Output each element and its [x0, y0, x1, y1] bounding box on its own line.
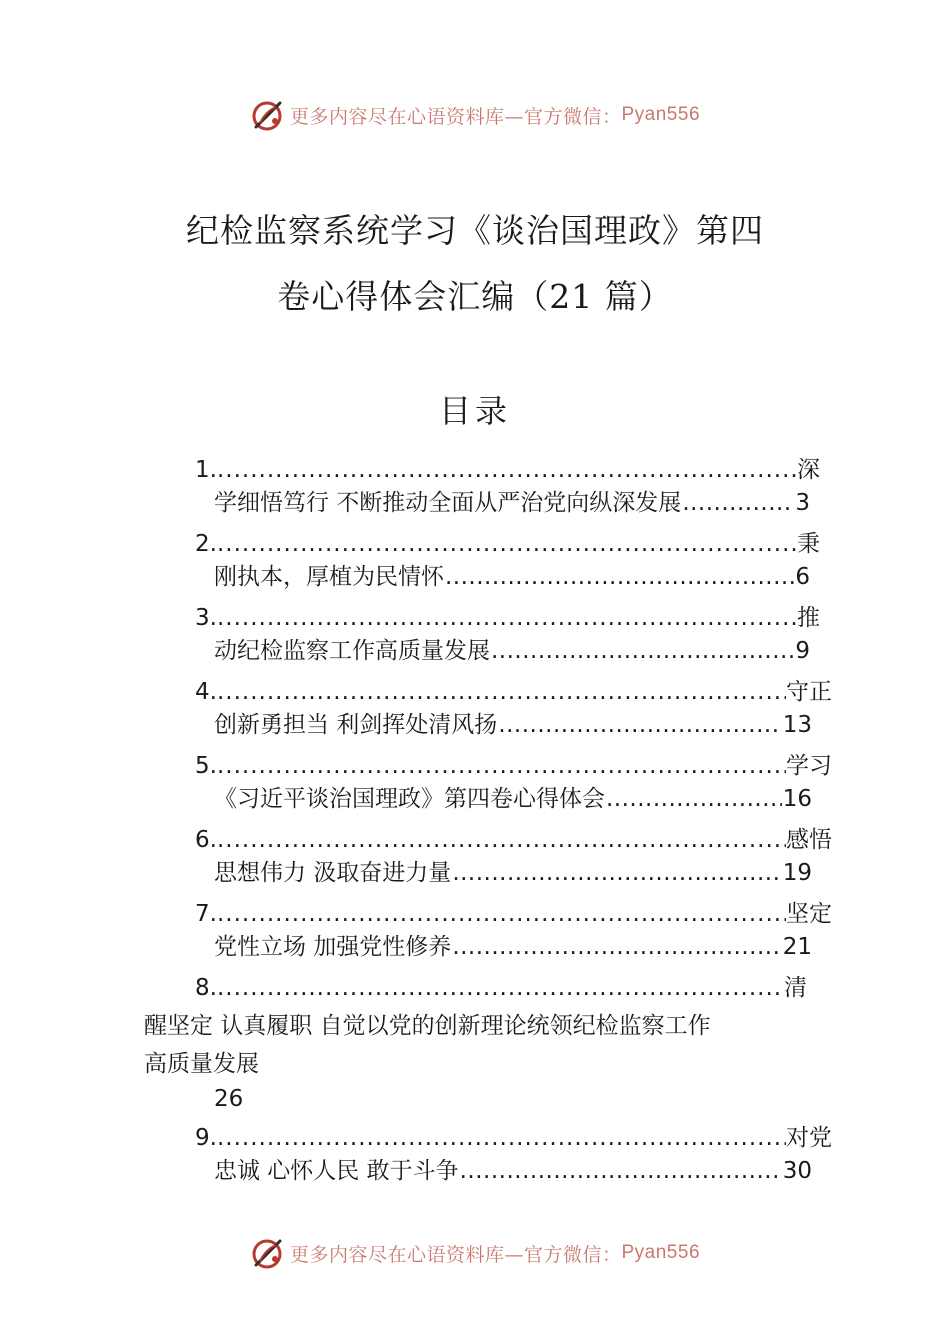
toc-leader-dots	[445, 562, 794, 592]
toc-item-2-line1	[195, 529, 820, 559]
toc-item-8-line3: 高质量发展	[144, 1051, 259, 1077]
toc-leader-dots	[217, 751, 786, 781]
toc-item-text: 党性立场 加强党性修养	[214, 934, 452, 960]
toc-item-3-line2	[214, 636, 810, 666]
toc-leader-dots	[682, 488, 794, 518]
toc-item-text: 刚执本，厚植为民情怀	[214, 564, 444, 590]
toc-item-text: 创新勇担当 利剑挥处清风扬	[214, 712, 498, 738]
toc-item-lead: 对党	[786, 1125, 832, 1151]
toc-item-1-line1	[195, 455, 820, 485]
toc-item-2-line2	[214, 562, 810, 592]
toc-heading: 目录	[438, 392, 511, 430]
toc-item-6-line2	[214, 858, 812, 888]
toc-item-number: 5.	[195, 753, 217, 779]
toc-item-text: 《习近平谈治国理政》第四卷心得体会	[214, 786, 605, 812]
banner-text: 更多内容尽在心语资料库—官方微信：	[289, 1243, 622, 1266]
toc-item-lead: 深	[797, 457, 820, 483]
toc-item-8-page: 26	[214, 1086, 244, 1112]
header-watermark-banner	[0, 95, 950, 135]
toc-leader-dots	[606, 784, 782, 814]
toc-item-number: 6.	[195, 827, 217, 853]
toc-leader-dots	[217, 603, 797, 633]
toc-leader-dots	[217, 529, 797, 559]
toc-item-lead: 秉	[797, 531, 820, 557]
toc-item-lead: 感悟	[786, 827, 832, 853]
toc-item-5-line1	[195, 751, 832, 781]
toc-item-text: 思想伟力 汲取奋进力量	[214, 860, 452, 886]
toc-item-lead: 推	[797, 605, 820, 631]
toc-item-page: 21	[782, 934, 812, 960]
toc-item-number: 8.	[195, 975, 217, 1001]
toc-item-7-line1	[195, 899, 832, 929]
banner-text: 更多内容尽在心语资料库—官方微信：	[289, 105, 622, 128]
toc-item-9-line1	[195, 1123, 832, 1153]
toc-item-number: 9.	[195, 1125, 217, 1151]
toc-item-page: 16	[782, 786, 812, 812]
toc-leader-dots	[217, 455, 797, 485]
toc-leader-dots	[498, 710, 781, 740]
toc-item-7-line2	[214, 932, 812, 962]
banner-wechat-id: Pyan556	[621, 104, 701, 125]
toc-item-number: 3.	[195, 605, 217, 631]
brush-logo-icon	[250, 1235, 286, 1271]
toc-leader-dots	[217, 973, 784, 1003]
toc-leader-dots	[217, 825, 786, 855]
toc-leader-dots	[491, 636, 794, 666]
toc-item-page: 3	[795, 490, 810, 516]
toc-item-text: 忠诚 心怀人民 敢于斗争	[214, 1158, 459, 1184]
toc-item-8-line1	[195, 973, 807, 1003]
document-title-line2: 卷心得体会汇编（21 篇）	[277, 277, 673, 316]
banner-wechat-id: Pyan556	[621, 1242, 701, 1263]
toc-leader-dots	[217, 899, 786, 929]
toc-item-1-line2	[214, 488, 810, 518]
toc-item-lead: 清	[784, 975, 807, 1001]
toc-item-page: 13	[782, 712, 812, 738]
toc-item-9-line2	[214, 1156, 812, 1186]
brush-logo-icon	[250, 97, 286, 133]
toc-item-page: 30	[782, 1158, 812, 1184]
toc-leader-dots	[217, 677, 786, 707]
toc-item-text: 学细悟笃行 不断推动全面从严治党向纵深发展	[214, 490, 682, 516]
toc-leader-dots	[452, 932, 781, 962]
toc-item-page: 6	[795, 564, 810, 590]
toc-item-text: 动纪检监察工作高质量发展	[214, 638, 490, 664]
toc-item-3-line1	[195, 603, 820, 633]
toc-leader-dots	[217, 1123, 786, 1153]
toc-item-page: 19	[782, 860, 812, 886]
toc-item-lead: 坚定	[786, 901, 832, 927]
toc-item-number: 2.	[195, 531, 217, 557]
toc-item-8-line2: 醒坚定 认真履职 自觉以党的创新理论统领纪检监察工作	[144, 1013, 711, 1039]
toc-item-lead: 守正	[786, 679, 832, 705]
toc-leader-dots	[460, 1156, 782, 1186]
toc-item-6-line1	[195, 825, 832, 855]
toc-item-lead: 学习	[786, 753, 832, 779]
toc-leader-dots	[452, 858, 781, 888]
footer-watermark-banner	[0, 1233, 950, 1273]
toc-item-5-line2	[214, 784, 812, 814]
document-title-line1: 纪检监察系统学习《谈治国理政》第四	[186, 211, 764, 250]
toc-item-number: 1.	[195, 457, 217, 483]
toc-item-4-line2	[214, 710, 812, 740]
toc-item-4-line1	[195, 677, 832, 707]
toc-item-number: 4.	[195, 679, 217, 705]
toc-item-page: 9	[795, 638, 810, 664]
toc-item-number: 7.	[195, 901, 217, 927]
